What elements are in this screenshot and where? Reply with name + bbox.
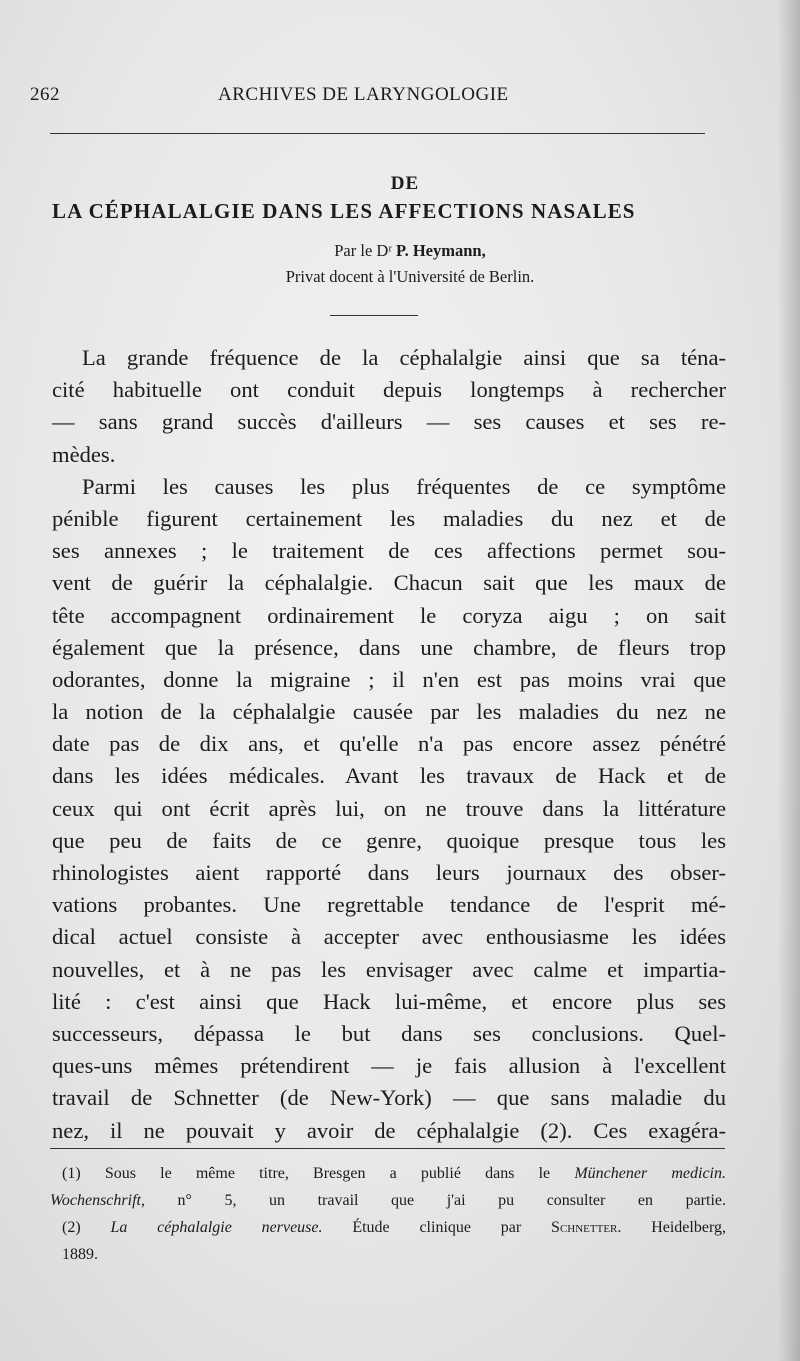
body-line: ses annexes ; le traitement de ces affections permet sou- (52, 538, 726, 564)
body-line: mèdes. (52, 441, 116, 467)
footnote-marker: (2) (62, 1219, 81, 1236)
footnote-place: Heidelberg, (651, 1219, 726, 1236)
byline-prefix: Par le Dʳ (334, 241, 392, 260)
body-line: nez, il ne pouvait y avoir de céphalalgie (2). Ces exagéra- (52, 1117, 726, 1143)
body-line: cité habituelle ont conduit depuis longtemps à rechercher (52, 377, 726, 403)
body-line: successeurs, dépassa le but dans ses conclusions. Quel- (52, 1020, 726, 1046)
header-rule (50, 133, 705, 134)
body-line: que peu de faits de ce genre, quoique presque tous les (52, 827, 726, 853)
body-line: odorantes, donne la migraine ; il n'en est pas moins vrai que (52, 666, 726, 692)
body-line: ceux qui ont écrit après lui, on ne trouve dans la littérature (52, 795, 726, 821)
page-number: 262 (30, 84, 60, 105)
body-line: nouvelles, et à ne pas les envisager avec calme et impartia- (52, 956, 726, 982)
footnote-work-title: La céphalalgie nerveuse. (110, 1219, 323, 1236)
footnote-journal: Wochenschrift, (50, 1192, 145, 1209)
body-line: lité : c'est ainsi que Hack lui-même, et encore plus ses (52, 988, 726, 1014)
footnote-2-line-2: 1889. (62, 1246, 98, 1263)
body-line: — sans grand succès d'ailleurs — ses causes et ses re- (52, 409, 726, 435)
body-text (52, 342, 726, 1147)
body-line: tête accompagnent ordinairement le coryza aigu ; on sait (52, 602, 726, 628)
footnote-1-line-1 (62, 1160, 726, 1187)
running-head (30, 84, 730, 110)
footnotes (50, 1160, 726, 1268)
author-line (0, 241, 800, 261)
footnote-rule (50, 1148, 725, 1149)
footnote-1-line-2 (50, 1187, 726, 1214)
article-pre-title: DE (390, 173, 420, 194)
body-line: Parmi les causes les plus fréquentes de ce symptôme (82, 473, 726, 499)
footnote-author: Schnetter. (551, 1219, 622, 1236)
article-title: LA CÉPHALALGIE DANS LES AFFECTIONS NASALES (52, 199, 636, 223)
body-line: vations probantes. Une regrettable tendance de l'esprit mé- (52, 892, 726, 918)
footnote-text: n° 5, un travail que j'ai pu consulter en partie. (177, 1192, 726, 1209)
footnote-text: Étude clinique par (352, 1219, 522, 1236)
body-line: vent de guérir la céphalalgie. Chacun sait que les maux de (52, 570, 726, 596)
body-line: dans les idées médicales. Avant les travaux de Hack et de (52, 763, 726, 789)
footnote-text: (1) Sous le même titre, Bresgen a publié dans le (62, 1165, 551, 1182)
body-line: date pas de dix ans, et qu'elle n'a pas encore assez pénétré (52, 731, 726, 757)
body-line: également que la présence, dans une chambre, de fleurs trop (52, 634, 726, 660)
body-line: dical actuel consiste à accepter avec enthousiasme les idées (52, 924, 726, 950)
page-edge-shadow (778, 0, 800, 1361)
body-line: travail de Schnetter (de New-York) — que sans maladie du (52, 1085, 726, 1111)
body-line: ques-uns mêmes prétendirent — je fais allusion à l'excellent (52, 1053, 726, 1079)
journal-title: ARCHIVES DE LARYNGOLOGIE (218, 84, 509, 105)
footnote-journal: Münchener medicin. (574, 1165, 726, 1182)
title-separator-rule (330, 315, 418, 316)
body-line: rhinologistes aient rapporté dans leurs journaux des obser- (52, 860, 726, 885)
body-line: la notion de la céphalalgie causée par les maladies du nez ne (52, 699, 726, 725)
author-affiliation: Privat docent à l'Université de Berlin. (285, 267, 535, 286)
body-line: La grande fréquence de la céphalalgie ainsi que sa téna- (82, 345, 726, 370)
footnote-2-line-1 (62, 1214, 726, 1241)
author-name: P. Heymann, (396, 241, 486, 260)
body-line: pénible figurent certainement les maladies du nez et de (52, 505, 726, 531)
